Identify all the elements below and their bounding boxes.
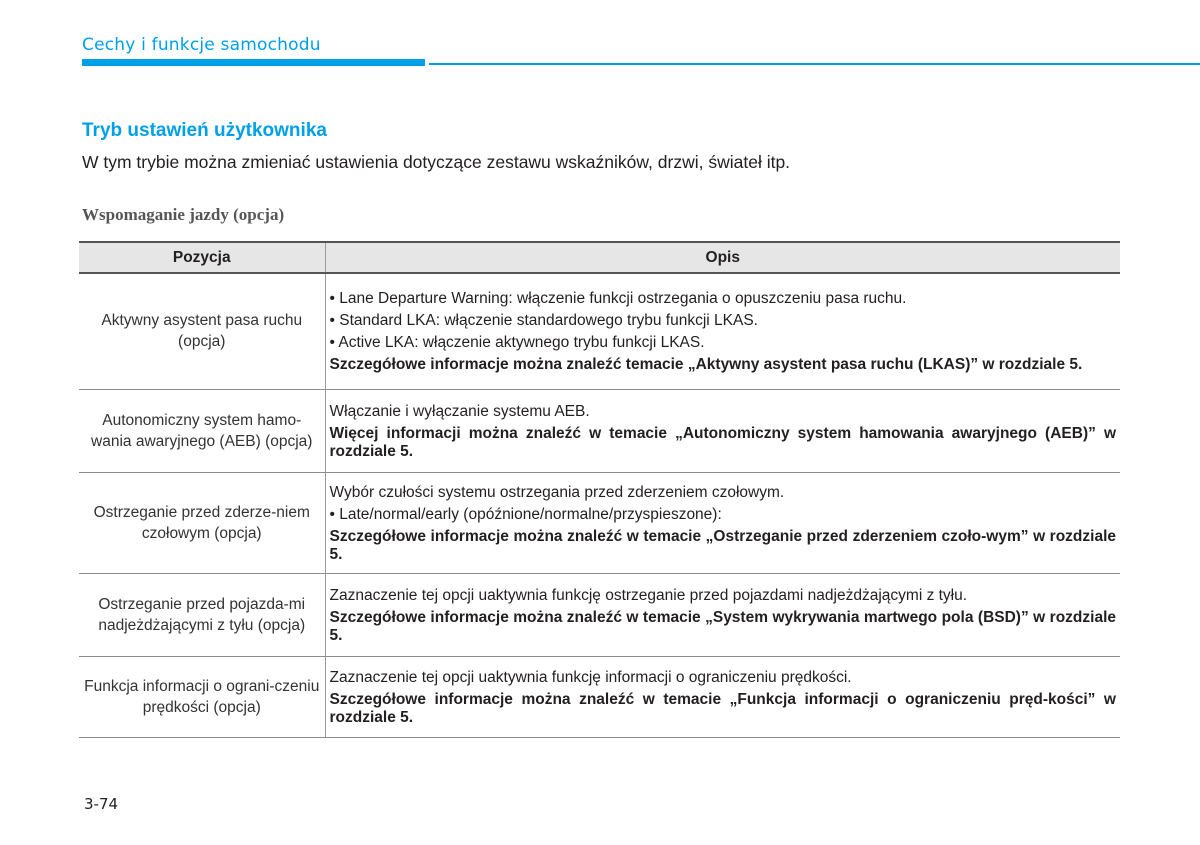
table-row	[79, 573, 1120, 656]
page-number: 3-74	[84, 795, 119, 813]
column-header-description: Opis	[325, 242, 1120, 273]
description-line: • Lane Departure Warning: włączenie funkcji ostrzegania o opuszczeniu pasa ruchu.	[329, 290, 907, 308]
row-description	[325, 656, 1120, 737]
column-header-position: Pozycja	[79, 242, 325, 273]
description-line: Wybór czułości systemu ostrzegania przed zderzeniem czołowym.	[329, 483, 785, 501]
description-note: Szczegółowe informacje można znaleźć temacie „Aktywny asystent pasa ruchu (LKAS)” w rozdziale 5.	[329, 356, 1083, 374]
subsection-title: Wspomaganie jazdy (opcja)	[82, 205, 285, 224]
settings-table	[79, 241, 1120, 738]
table-row	[79, 389, 1120, 472]
row-position: Autonomiczny system hamo-wania awaryjnego (AEB) (opcja)	[79, 389, 325, 472]
section-title: Tryb ustawień użytkownika	[82, 120, 327, 141]
description-line: • Standard LKA: włączenie standardowego trybu funkcji LKAS.	[329, 312, 758, 330]
row-description	[325, 273, 1120, 389]
table-row	[79, 273, 1120, 389]
row-description	[325, 389, 1120, 472]
description-line: • Active LKA: włączenie aktywnego trybu funkcji LKAS.	[329, 334, 705, 352]
row-position: Aktywny asystent pasa ruchu (opcja)	[79, 273, 325, 389]
description-line: Zaznaczenie tej opcji uaktywnia funkcję ostrzeganie przed pojazdami nadjeżdżającymi z tyłu.	[329, 586, 968, 604]
table-row	[79, 656, 1120, 737]
header-rule	[429, 63, 1200, 65]
chapter-title: Cechy i funkcje samochodu	[82, 35, 321, 55]
row-position: Ostrzeganie przed pojazda-mi nadjeżdżającymi z tyłu (opcja)	[79, 573, 325, 656]
description-line: • Late/normal/early (opóźnione/normalne/przyspieszone):	[329, 505, 722, 523]
description-line: Włączanie i wyłączanie systemu AEB.	[329, 402, 590, 420]
table-header-row	[79, 242, 1120, 273]
description-note: Więcej informacji można znaleźć w temacie „Autonomiczny system hamowania awaryjnego (AEB)” w rozdziale 5.	[329, 424, 1116, 460]
description-line: Zaznaczenie tej opcji uaktywnia funkcję informacji o ograniczeniu prędkości.	[329, 668, 852, 686]
row-position: Ostrzeganie przed zderze-niem czołowym (opcja)	[79, 472, 325, 573]
section-intro: W tym trybie można zmieniać ustawienia dotyczące zestawu wskaźników, drzwi, świateł itp.	[82, 152, 791, 172]
description-note: Szczegółowe informacje można znaleźć w temacie „System wykrywania martwego pola (BSD)” w rozdziale 5.	[329, 608, 1116, 644]
table-row	[79, 472, 1120, 573]
description-note: Szczegółowe informacje można znaleźć w temacie „Ostrzeganie przed zderzeniem czoło-wym” w rozdziale 5.	[329, 527, 1116, 563]
row-description	[325, 472, 1120, 573]
header-accent-bar	[82, 59, 425, 66]
row-description	[325, 573, 1120, 656]
description-note: Szczegółowe informacje można znaleźć w temacie „Funkcja informacji o ograniczeniu pręd-kości” w rozdziale 5.	[329, 690, 1116, 726]
row-position: Funkcja informacji o ograni-czeniu prędkości (opcja)	[79, 656, 325, 737]
